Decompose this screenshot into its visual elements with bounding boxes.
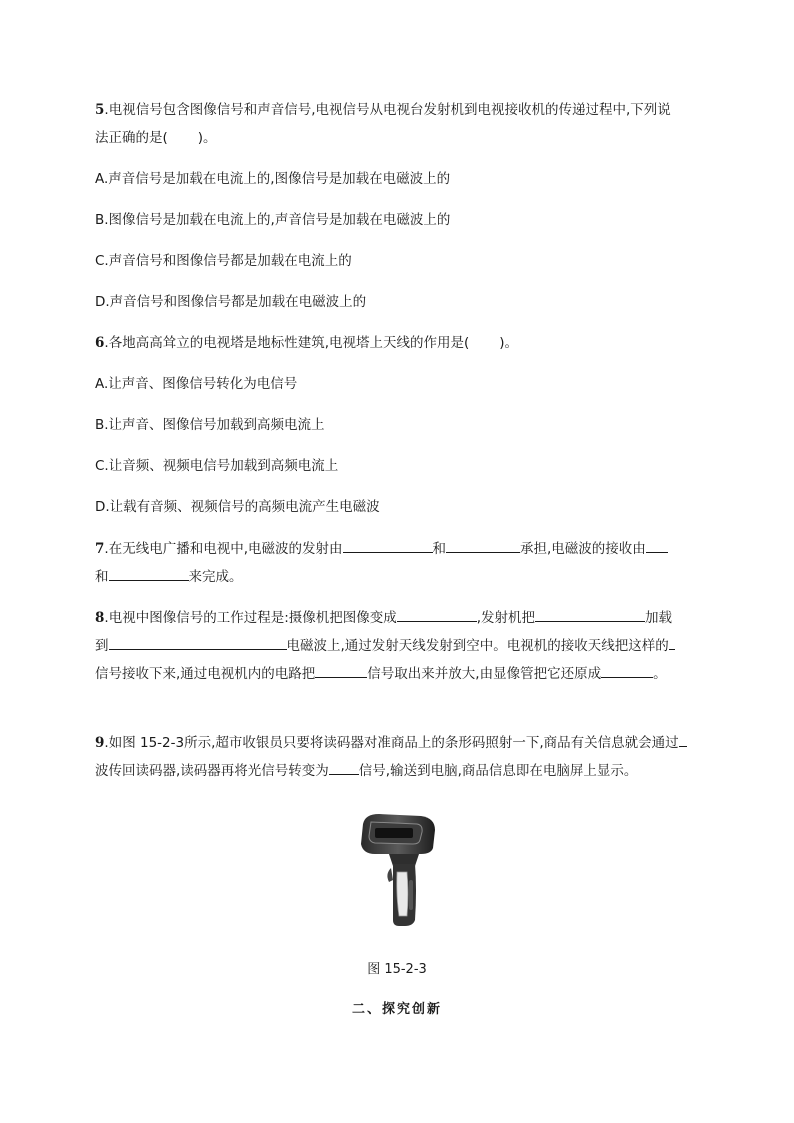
- fill-blank[interactable]: [535, 607, 645, 622]
- q9-text: 波传回读码器,读码器再将光信号转变为: [95, 763, 329, 779]
- q7-text: 和: [95, 569, 109, 585]
- figure-caption: 图 15-2-3: [367, 962, 427, 977]
- fill-blank[interactable]: [315, 663, 367, 678]
- q9-number: 9: [95, 735, 105, 751]
- q8-text: ,发射机把: [476, 610, 536, 626]
- q8-text: 信号接收下来,通过电视机内的电路把: [95, 666, 316, 682]
- fill-blank[interactable]: [343, 538, 433, 553]
- q7-number: 7: [95, 541, 105, 557]
- fill-blank[interactable]: [601, 663, 653, 678]
- fill-blank[interactable]: [109, 566, 189, 581]
- q7-text: 和: [432, 541, 446, 557]
- q5-option-d: D.声音信号和图像信号都是加载在电磁波上的: [95, 294, 367, 310]
- q5-stem-text: .电视信号包含图像信号和声音信号,电视信号从电视台发射机到电视接收机的传递过程中,下列说: [104, 102, 671, 118]
- fill-blank[interactable]: [446, 538, 520, 553]
- q8-text: 。: [653, 666, 667, 682]
- q5-stem-line2: [95, 128, 217, 148]
- fill-blank[interactable]: [679, 732, 687, 747]
- q8-text: 加载: [645, 610, 673, 626]
- q6-option-c: C.让音频、视频电信号加载到高频电流上: [95, 458, 339, 474]
- fill-blank[interactable]: [397, 607, 477, 622]
- q8-number: 8: [95, 610, 105, 626]
- q5-option-a: A.声音信号是加载在电流上的,图像信号是加载在电磁波上的: [95, 171, 451, 187]
- q5-option-b: B.图像信号是加载在电流上的,声音信号是加载在电磁波上的: [95, 212, 451, 228]
- fill-blank[interactable]: [669, 635, 675, 650]
- q8-text: .电视中图像信号的工作过程是:摄像机把图像变成: [104, 610, 397, 626]
- q7-line1: [95, 538, 668, 559]
- barcode-scanner-icon: [355, 810, 445, 930]
- q8-line2: [95, 635, 675, 656]
- q9-text: .如图 15-2-3所示,超市收银员只要将读码器对准商品上的条形码照射一下,商品有关信息就会通过: [104, 735, 679, 751]
- q9-line1: [95, 732, 687, 753]
- q8-line1: [95, 607, 672, 628]
- q7-text: 承担,电磁波的接收由: [520, 541, 646, 557]
- q6-stem-text2: )。: [499, 335, 519, 351]
- q6-stem: [95, 333, 518, 353]
- fill-blank[interactable]: [329, 760, 359, 775]
- section-title: 二、探究创新: [351, 1002, 442, 1017]
- q8-text: 到: [95, 638, 109, 654]
- q6-stem-text: .各地高高耸立的电视塔是地标性建筑,电视塔上天线的作用是(: [104, 335, 470, 351]
- q9-text: 信号,输送到电脑,商品信息即在电脑屏上显示。: [358, 763, 638, 779]
- q5-number: 5: [95, 102, 105, 118]
- q5-option-c: C.声音信号和图像信号都是加载在电流上的: [95, 253, 352, 269]
- q7-text: 来完成。: [188, 569, 243, 585]
- q5-stem-line1: [95, 100, 671, 120]
- q8-text: 信号取出来并放大,由显像管把它还原成: [367, 666, 602, 682]
- q6-option-d: D.让载有音频、视频信号的高频电流产生电磁波: [95, 499, 380, 515]
- q8-line3: [95, 663, 667, 684]
- q5-stem-text2: 法正确的是(: [95, 130, 168, 146]
- q6-number: 6: [95, 335, 105, 351]
- q9-line2: [95, 760, 637, 781]
- fill-blank[interactable]: [646, 538, 668, 553]
- q7-line2: [95, 566, 243, 587]
- q6-option-a: A.让声音、图像信号转化为电信号: [95, 376, 298, 392]
- q6-option-b: B.让声音、图像信号加载到高频电流上: [95, 417, 325, 433]
- q7-text: .在无线电广播和电视中,电磁波的发射由: [104, 541, 343, 557]
- q8-text: 电磁波上,通过发射天线发射到空中。电视机的接收天线把这样的: [286, 638, 669, 654]
- q5-stem-text3: )。: [197, 130, 217, 146]
- fill-blank[interactable]: [109, 635, 287, 650]
